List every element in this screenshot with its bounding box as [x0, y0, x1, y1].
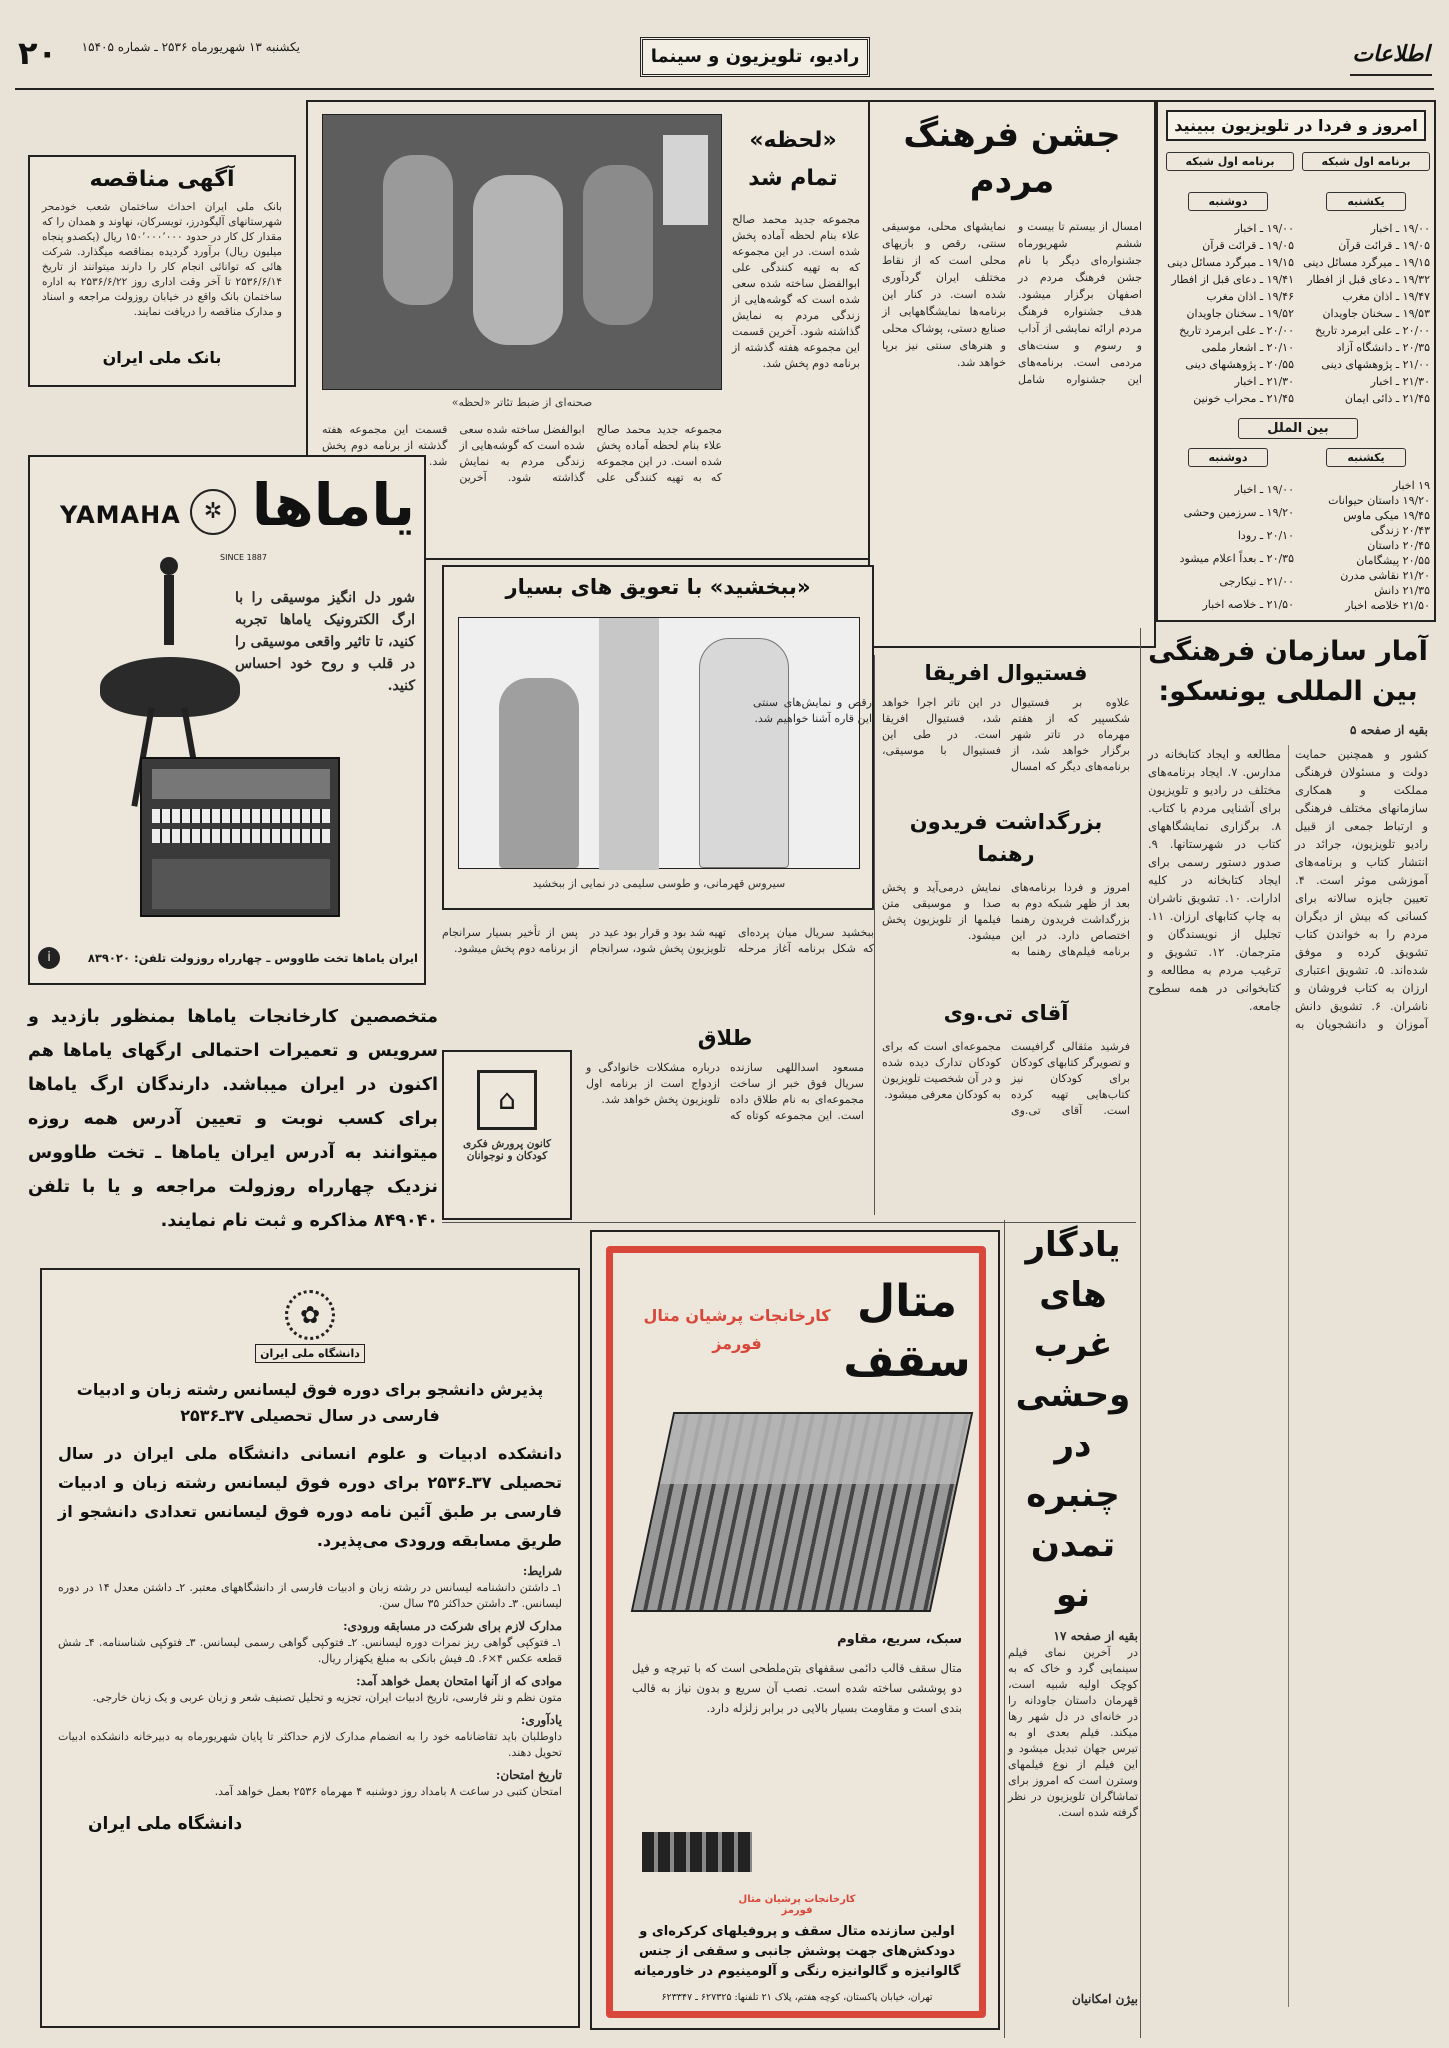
schedule-item: ۲۰/۵۵ ـ پژوهشهای دینی: [1185, 358, 1294, 371]
western-author: بیژن امکانیان: [1071, 1992, 1138, 2006]
schedule-item: ۱۹/۰۰ ـ اخبار: [1370, 222, 1430, 235]
schedule-item: ۱۹/۰۰ ـ اخبار: [1234, 483, 1294, 496]
university-intro: دانشکده ادبیات و علوم انسانی دانشگاه ملی ایران در سال تحصیلی ۳۷ـ۲۵۳۶ برای دوره فوق لیسانس رشته زبان و ادبیات فارسی بر طبق آئین نامه دوره فوق لیسانس تعدادی دانشجو از طریق مسابقه ورودی می‌پذیرد.: [58, 1444, 563, 1550]
rahnama-headline: بزرگداشت فریدون رهنما: [909, 810, 1103, 866]
schedule-item: ۱۹/۱۵ ـ میرگرد مسائل دینی: [1303, 256, 1430, 269]
schedule-item: ۲۰/۰۰ ـ علی ابرمرد تاریخ: [1179, 324, 1294, 337]
column-rule: [1140, 628, 1141, 2038]
western-article: [1008, 1220, 1138, 2038]
schedule-item: ۱۹/۰۵ ـ قرائت قرآن: [1202, 239, 1294, 252]
yamaha-latin-logo: YAMAHA: [60, 501, 181, 529]
festival-body: امسال از بیستم تا بیست و ششم شهریورماه جشنواره‌ای دیگر با نام جشن فرهنگ مردم در اصفهان برگزار میشود. هدف جشنواره فرهنگ مردم ارائه نمایشی از آداب و رسوم و سنت‌های مردمی است. برنامه‌های این جشنواره شامل نمایشهای محلی، موسیقی سنتی، رقص و بازیهای محلی است که از نقاط مختلف ایران گردآوری شده است. در کنار این برنامه‌ها نمایشگاههایی از صنایع دستی، پوشاک محلی و هنرهای سنتی نیز برپا خواهد شد.: [882, 220, 1142, 386]
tv-mr-body: فرشید مثقالی گرافیست و تصویرگر کتابهای کودکان برای کودکان نیز کتاب‌هایی تهیه کرده است. آقای تی.وی مجموعه‌ای است که برای کودکان تدارک دیده شده و در آن شخصیت تلویزیون به کودکان معرفی میشود.: [882, 1040, 1130, 1117]
tender-title: آگهی مناقصه: [89, 167, 235, 192]
lahze-body: مجموعه جدید محمد صالح علاء بنام لحظه آماده پخش شده است. در این مجموعه که به تهیه کنندگی علی ابوالفضل ساخته شده سعی شده است که گوشه‌هایی از زندگی مردم به نمایش گذاشته شود. آخرین قسمت این مجموعه هفته گذشته از برنامه دوم پخش شد.: [732, 213, 860, 370]
university-logo-icon: ✿: [285, 1290, 335, 1340]
schedule-item: ۱۹ اخبار: [1392, 479, 1430, 492]
schedule-item: ۲۰/۴۳ زندگی: [1370, 524, 1430, 537]
tv-day-tomorrow: دوشنبه: [1188, 192, 1268, 211]
network1-today-list: [1302, 220, 1430, 407]
univ-signature: دانشگاه ملی ایران: [88, 1814, 243, 1834]
schedule-item: ۱۹/۱۵ ـ میرگرد مسائل دینی: [1167, 256, 1294, 269]
metal-saqf-ad: [590, 1230, 1000, 2030]
schedule-item: ۱۹/۴۵ میکی ماوس: [1343, 509, 1430, 522]
network2-tomorrow-list: [1166, 478, 1294, 616]
festival-block: [868, 100, 1156, 648]
network1-label-2: برنامه اول شبکه: [1302, 152, 1430, 171]
schedule-item: ۲۱/۳۰ ـ اخبار: [1234, 375, 1294, 388]
western-continued: بقیه از صفحه ۱۷: [1053, 1629, 1138, 1643]
schedule-item: ۲۱/۵۰ ـ خلاصه اخبار: [1202, 598, 1294, 611]
unesco-continued: بقیه از صفحه ۵: [1349, 723, 1428, 737]
schedule-item: ۲۱/۰۰ ـ نیکارجی: [1219, 575, 1294, 588]
metal-brand: متال سقف: [843, 1276, 971, 1387]
divorce-body: مسعود اسداللهی سازنده سریال فوق خبر از ساخت مجموعه‌ای به نام طلاق داده است. این مجموعه کوتاه که درباره مشکلات خانوادگی و ازدواج است از برنامه اول تلویزیون پخش خواهد شد.: [586, 1061, 864, 1122]
apology-block: [442, 565, 874, 910]
tv-schedule: [1156, 100, 1436, 622]
schedule-item: ۲۰/۱۰ ـ اشعار ملمی: [1201, 341, 1294, 354]
lahze-body-continued: مجموعه جدید محمد صالح علاء بنام لحظه آماده پخش شده است. در این مجموعه که به تهیه کنندگی علی ابوالفضل ساخته شده سعی شده است که گوشه‌هایی از زندگی مردم به نمایش گذاشته شود. آخرین قسمت این مجموعه هفته گذشته از برنامه دوم پخش شد.: [322, 423, 722, 484]
divorce-block: [580, 1020, 870, 1220]
metal-factory: کارخانجات پرشیان متال فورمز: [643, 1306, 831, 1353]
apology-headline: «ببخشید» با تعویق های بسیار: [505, 575, 811, 599]
unesco-headline: آمار سازمان فرهنگی بین المللی یونسکو:: [1148, 636, 1428, 707]
masthead: [0, 0, 1449, 95]
organ-illustration: [140, 757, 340, 917]
yamaha-address: ایران یاماها تخت طاووس ـ چهارراه روزولت تلفن: ۸۳۹۰۲۰: [87, 951, 418, 965]
university-headline: پذیرش دانشجو برای دوره فوق لیسانس رشته زبان و ادبیات فارسی در سال تحصیلی ۳۷ـ۲۵۳۶: [76, 1380, 544, 1425]
network1-label: برنامه اول شبکه: [1166, 152, 1294, 171]
festival-headline: جشن فرهنگ مردم: [903, 115, 1121, 201]
schedule-item: ۱۹/۵۳ ـ سخنان جاویدان: [1322, 307, 1430, 320]
lahze-title: «لحظه» تمام شد: [748, 128, 838, 191]
schedule-item: ۲۱/۳۵ دانش: [1374, 584, 1430, 597]
section-rule: [442, 1222, 1136, 1223]
kanoon-logo-icon: ⌂: [477, 1070, 537, 1130]
schedule-item: ۲۱/۴۵ ـ محراب خونین: [1193, 392, 1294, 405]
univ-note: داوطلبان باید تقاضانامه خود را به انضمام مدارک لازم حداکثر تا پایان شهریورماه به دبیرخانه دانشکده ادبیات تحویل دهند.: [58, 1730, 562, 1759]
kanoon-logo-box: [442, 1050, 572, 1220]
univ-exam: متون نظم و نثر فارسی، تاریخ ادبیات ایران، تجزیه و تحلیل تصنیف شعر و زبان عربی و یک زبان خارجی.: [92, 1691, 562, 1704]
masthead-rule: [15, 88, 1434, 90]
section-title: رادیو، تلویزیون و سینما: [640, 37, 870, 77]
univ-exam-title: موادی که از آنها امتحان بعمل خواهد آمد:: [356, 1674, 562, 1688]
schedule-item: ۱۹/۰۵ ـ قرائت قرآن: [1338, 239, 1430, 252]
univ-date: امتحان کتبی در ساعت ۸ بامداد روز دوشنبه ۴ مهرماه ۲۵۳۶ بعمل خواهد آمد.: [214, 1785, 562, 1798]
network2-today-list: [1302, 478, 1430, 613]
tv-day-today: یکشنبه: [1326, 192, 1406, 211]
schedule-item: ۲۱/۰۰ ـ پژوهشهای دینی: [1321, 358, 1430, 371]
tv-schedule-header: امروز و فردا در تلویزیون ببینید: [1166, 110, 1426, 141]
schedule-item: ۲۱/۲۰ نقاشی مدرن: [1340, 569, 1430, 582]
schedule-item: ۲۰/۳۵ ـ دانشگاه آزاد: [1336, 341, 1430, 354]
divorce-headline: طلاق: [697, 1026, 753, 1050]
schedule-item: ۲۰/۱۰ ـ رودا: [1237, 529, 1294, 542]
date-line: یکشنبه ۱۳ شهریورماه ۲۵۳۶ ـ شماره ۱۵۴۰۵: [81, 40, 300, 54]
schedule-item: ۲۱/۳۰ ـ اخبار: [1370, 375, 1430, 388]
tender-bank: بانک ملی ایران: [102, 348, 222, 367]
schedule-item: ۲۰/۴۵ داستان: [1367, 539, 1430, 552]
schedule-item: ۱۹/۰۰ ـ اخبار: [1234, 222, 1294, 235]
yamaha-tuning-fork-icon: ✲: [190, 489, 236, 535]
lahze-photo-caption: صحنه‌ای از ضبط تئاتر «لحظه»: [451, 396, 593, 409]
newspaper-logo: اطلاعات: [1350, 32, 1432, 76]
schedule-item: ۱۹/۴۶ ـ اذان مغرب: [1206, 290, 1294, 303]
schedule-item: ۲۰/۳۵ ـ بعداً اعلام میشود: [1179, 552, 1294, 565]
unesco-body: کشور و همچنین حمایت دولت و مسئولان فرهنگی مملکت و همکاری سازمانهای مختلف فرهنگی و ارتباط جمعی از قبیل رادیو تلویزیون، جرائد در انتشار کتاب و برنامه‌های آموزشی موثر است. ۴. تعیین جایزه سالانه برای کسانی که بیش از دیگران مردم را به خواندن کتاب تشویق کرده و موفق شده‌اند. ۵. تشویق اعتباری ارزان به کتاب فروشان و ناشران. ۶. تشویق دانش آموزان و دانشجویان به مطالعه و ایجاد کتابخانه در مدارس. ۷. ایجاد برنامه‌های مختلف در رادیو و تلویزیون برای آشنایی مردم با کتاب. ۸. برگزاری نمایشگاههای کتاب در شهرستانها. ۹. صدور دستور رسمی برای ایجاد کتابخانه در کلیه ادارات. ۱۰. تشویق ناشران به چاپ کتابهای ارزان. ۱۱. تجلیل از نویسندگان و مترجمان. ۱۲. تشویق و ترغیب مردم به مطالعه و کتابخوانی در همه سطوح جامعه.: [1148, 747, 1428, 1031]
metal-address: تهران، خیابان پاکستان، کوچه هفتم، پلاک ۲۱ تلفنها: ۶۲۷۳۲۵ ـ ۶۲۳۳۴۷: [661, 1992, 933, 2003]
schedule-item: ۱۹/۴۷ ـ اذان مغرب: [1342, 290, 1430, 303]
yamaha-badge-icon: i: [38, 947, 60, 969]
column-rule: [1004, 1220, 1005, 2038]
network2-tomorrow-label: دوشنبه: [1188, 448, 1268, 467]
yamaha-service-notice: متخصصین کارخانجات یاماها بمنظور بازدید و سرویس و تعمیرات احتمالی ارگهای یاماها هم اکنون در ایران میباشد. دارندگان ارگ یاماها برای کسب نوبت و تعیین آدرس همه روزه میتوانند به آدرس ایران یاماها ـ تخت طاووس نزدیک چهارراه روزولت مراجعه و یا با تلفن ۸۴۹۰۴۰ مذاکره و ثبت نام نمایند.: [28, 1007, 438, 1231]
unesco-article: [1140, 628, 1436, 2038]
africa-block: [876, 655, 1136, 795]
yamaha-since: SINCE 1887: [220, 553, 267, 562]
africa-headline: فستیوال افریقا: [924, 661, 1088, 685]
schedule-item: ۲۱/۵۰ خلاصه اخبار: [1345, 599, 1430, 612]
schedule-item: ۱۹/۴۱ ـ دعای قبل از افطار: [1171, 273, 1294, 286]
tender-ad: [28, 155, 296, 387]
metal-body: متال سقف قالب دائمی سقفهای بتن‌ملطحی است که با تیرچه و فیل دو پوششی ساخته شده است. نصب آن سریع و بدون نیاز به قالب بندی است و مقاومت بسیار بالایی در برابر زلزله دارد.: [632, 1661, 962, 1715]
univ-docs: ۱ـ فتوکپی گواهی ریز نمرات دوره لیسانس. ۲ـ فتوکپی گواهی رسمی لیسانس. ۳ـ فتوکپی شناسنامه. ۴ـ شش قطعه عکس ۴×۶. ۵ـ فیش بانکی به مبلغ یکهزار ریال.: [58, 1636, 562, 1665]
schedule-item: ۱۹/۳۲ ـ دعای قبل از افطار: [1307, 273, 1430, 286]
page-number: ۲۰: [18, 34, 58, 72]
university-logo-text: دانشگاه ملی ایران: [255, 1344, 365, 1363]
rahnama-body: امروز و فردا برنامه‌های بعد از ظهر شبکه دوم به بزرگداشت فریدون رهنما اختصاص دارد. در این برنامه فیلم‌های رهنما به نمایش درمی‌آید و پخش صدا و موسیقی متن فیلمها از تلویزیون پخش میشود.: [882, 881, 1130, 958]
schedule-item: ۱۹/۲۰ داستان حیوانات: [1328, 494, 1430, 507]
tv-mr-headline: آقای تی.وی: [943, 1001, 1069, 1025]
univ-note-title: یادآوری:: [520, 1713, 562, 1727]
apology-photo-caption: سیروس قهرمانی، و طوسی سلیمی در نمایی از ببخشید: [532, 877, 786, 890]
univ-docs-title: مدارک لازم برای شرکت در مسابقه ورودی:: [343, 1619, 562, 1633]
tender-body: بانک ملی ایران احداث ساختمان شعب خودمحر شهرستانهای آلیگودرز، تویسرکان، نهاوند و همدان را که مقدار کل کار در حدود ۱۵۰٬۰۰۰٬۰۰۰ ریال (یکصدو پنجاه میلیون ریال) برآورد گردیده بمناقصه میگذارد. شرکت هائی که توانائی انجام کار را دارند میتوانند از تاریخ ۲۵۳۶/۶/۱۴ تا آخر وقت اداری روز ۲۵۳۶/۶/۲۲ به اداره ساختمان بانک واقع در خیابان روزولت مراجعه و اسناد و مدارک مناقصه را دریافت نمایند.: [42, 201, 282, 318]
schedule-item: ۱۹/۲۰ ـ سرزمین وحشی: [1183, 506, 1294, 519]
tv-mr-block: [876, 995, 1136, 1215]
schedule-item: ۲۰/۰۰ ـ علی ابرمرد تاریخ: [1315, 324, 1430, 337]
metal-sheet-illustration: [631, 1412, 974, 1612]
univ-date-title: تاریخ امتحان:: [495, 1768, 562, 1782]
column-rule: [874, 655, 875, 1215]
metal-bottom: اولین سازنده متال سقف و پروفیلهای کرکره‌ای و دودکش‌های جهت پوشش جانبی و سقفی از جنس گالوانیزه و گالوانیزه رنگی و آلومینیوم در خاورمیانه: [633, 1924, 961, 1979]
network2-today-label: یکشنبه: [1326, 448, 1406, 467]
western-headline: یادگار های غرب وحشی در چنبره تمدن نو: [1015, 1225, 1131, 1615]
network1-tomorrow-list: [1166, 220, 1294, 407]
yamaha-persian-logo: یاماها: [251, 471, 415, 539]
western-body: در آخرین نمای فیلم سینمایی گرد و خاک که به کوچک اولیه شبیه است، قهرمان داستان جاودانه را در خانه‌ای در دل شهر رها میکند. فیلم بعدی او به تیرس جهان تبدیل میشود و این فیلم از نوع فیلمهای وسترن است که امروز برای تماشاگران تلویزیون در نظر گرفته شده است.: [1008, 1646, 1138, 1819]
yamaha-tagline: شور دل انگیز موسیقی را با ارگ الکترونیک یاماها تجربه کنید، تا تاثیر واقعی موسیقی را در قلب و روح خود احساس کنید.: [235, 590, 415, 694]
kanoon-caption: کانون پرورش فکری کودکان و نوجوانان: [462, 1138, 552, 1162]
rahnama-block: [876, 800, 1136, 990]
metal-slogan: سبک، سریع، مقاوم: [837, 1632, 962, 1647]
schedule-item: ۲۰/۵۵ پیشگامان: [1356, 554, 1430, 567]
univ-conditions: ۱ـ داشتن دانشنامه لیسانس در رشته زبان و ادبیات فارسی از دانشگاههای معتبر. ۲ـ داشتن معدل ۱۴ در دوره لیسانس. ۳ـ داشتن حداکثر ۳۵ سال سن.: [58, 1581, 562, 1610]
metal-bottom-factory: کارخانجات پرشیان متال فورمز: [738, 1894, 856, 1916]
university-ad: [40, 1268, 580, 2028]
apology-photo: [458, 617, 860, 869]
yamaha-ad: [28, 455, 426, 985]
apology-body: ببخشید سریال میان پرده‌ای که شکل برنامه آغاز مرحله تهیه شد بود و قرار بود عید در تلویزیون پخش شود، سرانجام پس از تأخیر بسیار سرانجام از برنامه دوم پخش میشود.: [442, 926, 874, 955]
network2-label: بین الملل: [1238, 418, 1358, 439]
schedule-item: ۱۹/۵۲ ـ سخنان جاویدان: [1186, 307, 1294, 320]
africa-body: علاوه بر فستیوال شکسپیر که از هفتم مهرماه در تاتر شهر برگزار خواهد شد، از برنامه‌های دیگر که امسال در این تاتر اجرا خواهد شد، فستیوال افریقا است. در طی این فستیوال با موسیقی،: [882, 696, 1130, 773]
lahze-photo: [322, 114, 722, 390]
univ-conditions-title: شرایط:: [522, 1564, 562, 1578]
schedule-item: ۲۱/۴۵ ـ ذائی ایمان: [1344, 392, 1430, 405]
metal-profile-icon: [642, 1832, 752, 1872]
